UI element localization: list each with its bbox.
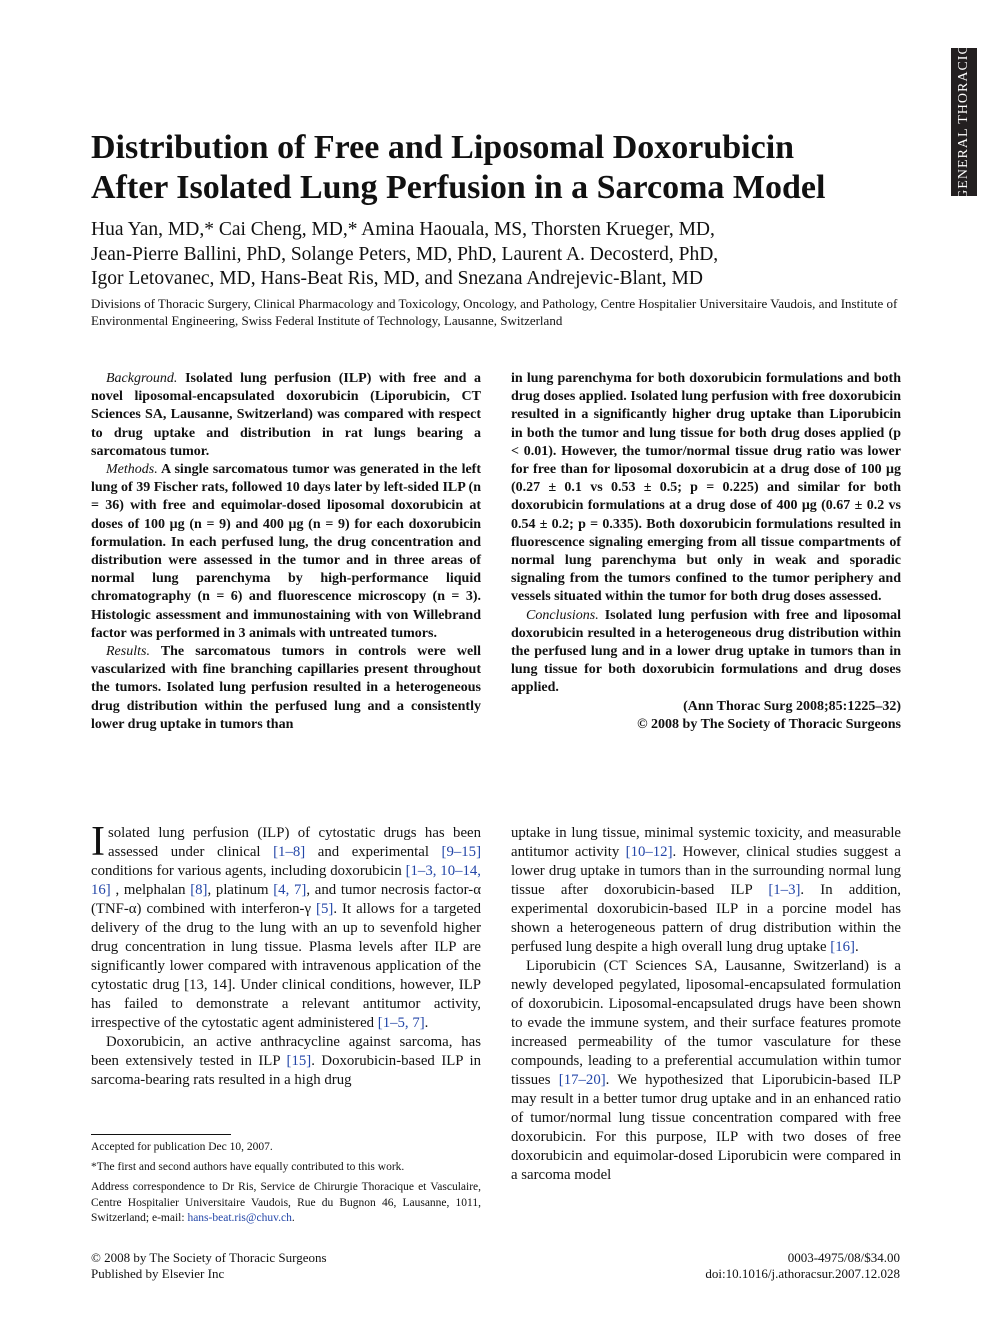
abstract-methods [91, 461, 481, 643]
footnote-rule [91, 1134, 231, 1135]
reference-link[interactable]: [4, 7] [273, 882, 307, 898]
reference-link[interactable]: [9–15] [441, 844, 481, 860]
address-end: . [291, 1211, 295, 1224]
citation: (Ann Thorac Surg 2008;85:1225–32) [683, 698, 901, 714]
footer-left [91, 1250, 327, 1281]
abstract-left-column [91, 370, 481, 734]
body-text: . Doxorubicin-based ILP in sarcoma-bearing rats resulted in a high drug [91, 1053, 481, 1088]
body-text: and experimental [305, 844, 442, 860]
reference-link[interactable]: [15] [286, 1053, 312, 1069]
background-text: Isolated lung perfusion (ILP) with free and a novel liposomal-encapsulated doxorubicin (Liporubicin, CT Sciences SA, Lausanne, Switzerland) was compared with respect to drug uptake and distribution in rat lungs bearing a sarcomatous tumor. [91, 371, 482, 459]
abstract-right-column [511, 370, 901, 734]
body-text: uptake in lung tissue, minimal systemic toxicity, and measurable antitumor activity [511, 825, 901, 860]
footer-issn: 0003-4975/08/$34.00 [787, 1250, 900, 1265]
reference-link[interactable]: [1–3, 10–14, 16] [91, 863, 481, 898]
email-link[interactable]: hans-beat.ris@chuv.ch [187, 1211, 292, 1224]
body-text: Liporubicin (CT Sciences SA, Lausanne, Switzerland) is a newly developed pegylated, liposomal-encapsulated formulation of doxorubicin. Liposomal-encapsulated drugs have been shown to evade the immune system, and their surface features promote increased permeability of the tumor vasculature for these compounds, leading to a preferential accumulation within tumor tissues [511, 958, 901, 1088]
reference-link[interactable]: [1–3] [768, 882, 801, 898]
copyright: © 2008 by The Society of Thoracic Surgeons [637, 716, 901, 732]
body-right-column [511, 824, 901, 1185]
abstract-results [91, 643, 481, 734]
author-line: Jean-Pierre Ballini, PhD, Solange Peters, MD, PhD, Laurent A. Decosterd, PhD, [91, 243, 719, 265]
equal-contribution-note: *The first and second authors have equally contributed to this work. [91, 1161, 405, 1174]
body-text: , and tumor necrosis factor-α (TNF-α) combined with interferon-γ [91, 882, 481, 917]
correspondence-note [91, 1180, 481, 1226]
body-text: . In addition, experimental doxorubicin-based ILP in a porcine model has shown a heterogeneous pattern of drug distribution within the perfused lung despite a high overall lung drug uptake [511, 882, 902, 955]
body-text: solated lung perfusion (ILP) of cytostatic drugs has been assessed under clinical [108, 825, 481, 860]
body-paragraph [91, 819, 481, 1033]
results-label: Results. [106, 644, 150, 660]
section-tab [951, 44, 977, 200]
reference-link[interactable]: [16] [830, 939, 855, 955]
body-text: . However, clinical studies suggest a lower drug uptake in tumors than in the surrounding normal lung tissue after doxorubicin-based ILP [511, 844, 902, 898]
body-left-column [91, 819, 481, 1090]
accepted-note: Accepted for publication Dec 10, 2007. [91, 1141, 273, 1153]
footnotes [91, 1140, 481, 1231]
affiliation: Divisions of Thoracic Surgery, Clinical Pharmacology and Toxicology, Oncology, and Pathology, Centre Hospitalier Universitaire Vaudois, and Institute of Environmental Engineering, Swiss Federal Institute of Technology, Lausanne, Switzerland [91, 296, 898, 328]
reference-link[interactable]: [8] [190, 882, 208, 898]
reference-link[interactable]: [1–8] [273, 844, 306, 860]
reference-link[interactable]: [1–5, 7] [377, 1015, 425, 1031]
title-line-1: Distribution of Free and Liposomal Doxorubicin [91, 129, 795, 166]
body-paragraph [511, 957, 901, 1185]
body-text: conditions for various agents, including doxorubicin [91, 863, 406, 879]
author-line: Igor Letovanec, MD, Hans-Beat Ris, MD, and Snezana Andrejevic-Blant, MD [91, 268, 703, 289]
article-title [91, 128, 931, 208]
author-list [91, 218, 911, 292]
body-text: . [424, 1015, 429, 1031]
section-tab-label: GENERAL THORACIC [956, 44, 971, 200]
footer-publisher: Published by Elsevier Inc [91, 1265, 225, 1281]
title-line-2: After Isolated Lung Perfusion in a Sarcoma Model [91, 169, 826, 206]
results-text: The sarcomatous tumors in controls were well vascularized with fine branching capillaries present throughout the tumors. Isolated lung perfusion resulted in a heterogeneous drug distribution within the perfused lung and a consistently lower drug uptake in tumors than [91, 644, 481, 732]
body-text: , melphalan [110, 882, 191, 898]
footer-doi: doi:10.1016/j.athoracsur.2007.12.028 [705, 1265, 900, 1281]
author-line: Hua Yan, MD,* Cai Cheng, MD,* Amina Haouala, MS, Thorsten Krueger, MD, [91, 219, 715, 240]
body-text: . We hypothesized that Liporubicin-based ILP may result in a better tumor drug uptake and in an enhanced ratio of tumor/normal lung tissue concentration compared with free doxorubicin. For this purpose, ILP with two doses of free doxorubicin and equimolar-dosed Liporubicin were compared in a sarcoma model [511, 1072, 901, 1183]
abstract-results-cont: in lung parenchyma for both doxorubicin formulations and both drug doses applied. Isolated lung perfusion with free doxorubicin resulted in a significantly higher drug uptake than Liporubicin in both the tumor and lung tissue for both drug doses applied (p < 0.01). However, the tumor/normal tissue drug ratio was lower for free than for liposomal doxorubicin at a drug dose of 100 μg (0.27 ± 0.1 vs 0.53 ± 0.5; p = 0.225) and similar for both doxorubicin formulations at a drug dose of 400 μg (0.67 ± 0.2 vs 0.54 ± 0.2; p = 0.335). Both doxorubicin formulations resulted in fluorescence signaling emerging from all tissue compartments of normal lung parenchyma but only in weak and sporadic signaling from the tumors confined to the tumor periphery and vessels situated within the tumor for both drug doses assessed. [511, 371, 901, 605]
abstract-background [91, 370, 481, 461]
conclusions-text: Isolated lung perfusion with free and liposomal doxorubicin resulted in a heterogeneous drug distribution within the perfused lung and in a lower drug uptake in tumors than in lung tissue for both doxorubicin formulations and drug doses applied. [511, 607, 902, 696]
reference-link[interactable]: [10–12] [625, 844, 673, 860]
footer-copyright: © 2008 by The Society of Thoracic Surgeons [91, 1250, 327, 1265]
reference-link[interactable]: [5] [316, 901, 334, 917]
body-paragraph [511, 824, 901, 957]
methods-label: Methods. [106, 462, 158, 478]
body-text: , platinum [207, 882, 274, 898]
abstract-conclusions [511, 607, 901, 698]
body-text: . [854, 939, 859, 955]
footer-right [705, 1250, 900, 1281]
methods-text: A single sarcomatous tumor was generated in the left lung of 39 Fischer rats, followed 10 days later by left-sided ILP (n = 36) with free and equimolar-dosed liposomal doxorubicin at doses of 100 μg (n = 9) and 400 μg (n = 9) for each doxorubicin formulation. In each perfused lung, the drug concentration and distribution were assessed in the tumor and in three areas of normal lung parenchyma by high-performance liquid chromatography (n = 6) and fluorescence microscopy (n = 3). Histologic assessment and immunostaining with von Willebrand factor was performed in 3 animals with untreated tumors. [91, 462, 482, 641]
reference-link[interactable]: [17–20] [558, 1072, 606, 1088]
drop-cap: I [91, 819, 105, 865]
body-text: Doxorubicin, an active anthracycline against sarcoma, has been extensively tested in ILP [91, 1034, 481, 1069]
body-text: . It allows for a targeted delivery of the drug to the lung with an up to sevenfold higher drug concentration in lung tissue. Plasma levels after ILP are significantly lower compared with intravenous application of the cytostatic drug [13, 14]. Under clinical conditions, however, ILP has failed to demonstrate a relevant antitumor activity, irrespective of the cytostatic agent administered [91, 901, 481, 1031]
body-paragraph [91, 1033, 481, 1090]
conclusions-label: Conclusions. [526, 607, 599, 623]
address-text: Address correspondence to Dr Ris, Service de Chirurgie Thoracique et Vasculaire, Centre Hospitalier Universitaire Vaudois, Rue du Bugnon 46, Lausanne, 1011, Switzerland; e-mail: [91, 1181, 481, 1224]
background-label: Background. [106, 371, 178, 386]
